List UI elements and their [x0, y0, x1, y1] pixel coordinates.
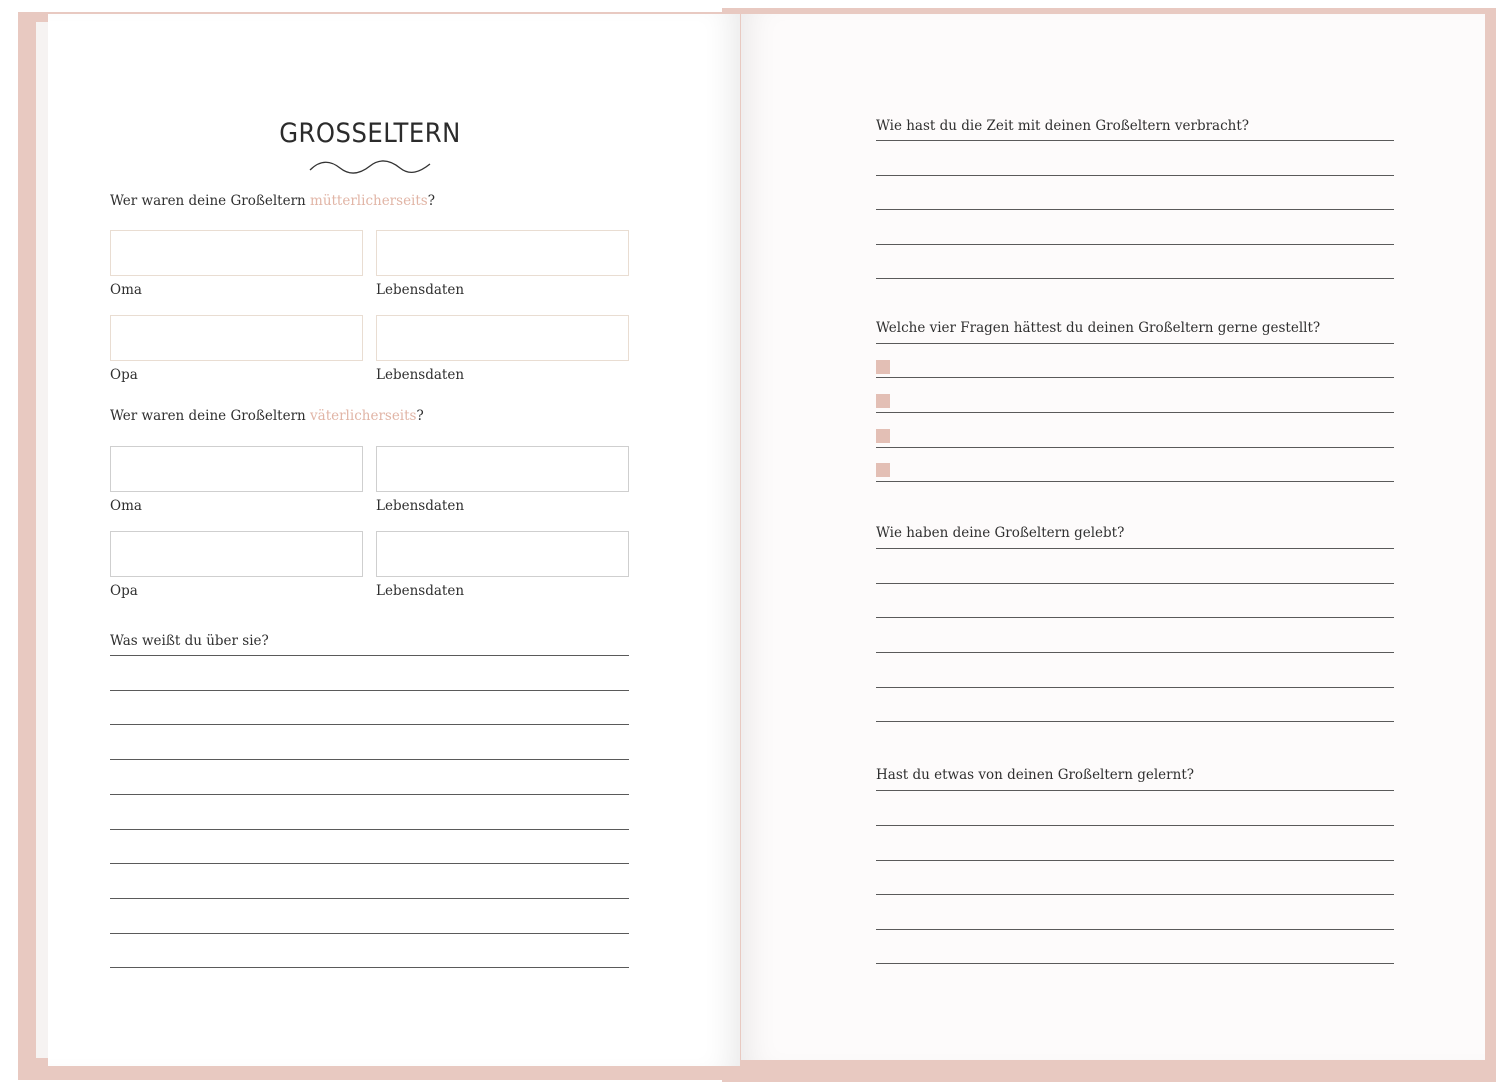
writing-line[interactable] — [110, 898, 629, 899]
square-bullet-icon — [876, 394, 890, 408]
wave-divider-icon — [308, 158, 432, 176]
writing-line[interactable] — [876, 860, 1394, 861]
four-questions-question: Welche vier Fragen hättest du deinen Großeltern gerne gestellt? — [876, 320, 1321, 336]
writing-line[interactable] — [876, 481, 1394, 482]
about-question: Was weißt du über sie? — [110, 633, 269, 649]
writing-line[interactable] — [876, 447, 1394, 448]
page-title: GROSSELTERN — [279, 118, 461, 149]
writing-line[interactable] — [110, 724, 629, 725]
maternal-oma-dates-label: Lebensdaten — [376, 282, 465, 298]
writing-line[interactable] — [876, 652, 1394, 653]
maternal-question-accent: mütterlicherseits — [310, 193, 428, 209]
paternal-opa-dates-field[interactable] — [376, 531, 629, 577]
maternal-oma-dates-field[interactable] — [376, 230, 629, 276]
writing-line[interactable] — [876, 278, 1394, 279]
writing-line[interactable] — [110, 655, 629, 656]
writing-line[interactable] — [876, 790, 1394, 791]
paternal-oma-dates-label: Lebensdaten — [376, 498, 465, 514]
writing-line[interactable] — [876, 825, 1394, 826]
writing-line[interactable] — [110, 794, 629, 795]
writing-line[interactable] — [876, 548, 1394, 549]
time-question: Wie hast du die Zeit mit deinen Großeltern verbracht? — [876, 118, 1250, 134]
maternal-opa-dates-label: Lebensdaten — [376, 367, 465, 383]
writing-line[interactable] — [876, 412, 1394, 413]
paternal-oma-name-field[interactable] — [110, 446, 363, 492]
maternal-opa-label: Opa — [110, 367, 138, 383]
maternal-question-text: Wer waren deine Großeltern — [110, 193, 311, 209]
square-bullet-icon — [876, 429, 890, 443]
writing-line[interactable] — [110, 967, 629, 968]
writing-line[interactable] — [876, 209, 1394, 210]
writing-line[interactable] — [110, 933, 629, 934]
writing-line[interactable] — [110, 863, 629, 864]
maternal-question — [110, 193, 435, 209]
writing-line[interactable] — [110, 690, 629, 691]
writing-line[interactable] — [876, 721, 1394, 722]
paternal-opa-label: Opa — [110, 583, 138, 599]
writing-line[interactable] — [876, 175, 1394, 176]
writing-line[interactable] — [876, 140, 1394, 141]
maternal-opa-name-field[interactable] — [110, 315, 363, 361]
writing-line[interactable] — [876, 377, 1394, 378]
writing-line[interactable] — [876, 963, 1394, 964]
maternal-oma-label: Oma — [110, 282, 142, 298]
maternal-question-mark: ? — [427, 193, 435, 209]
writing-line[interactable] — [110, 829, 629, 830]
writing-line[interactable] — [876, 894, 1394, 895]
paternal-opa-dates-label: Lebensdaten — [376, 583, 465, 599]
writing-line[interactable] — [876, 583, 1394, 584]
maternal-oma-name-field[interactable] — [110, 230, 363, 276]
paternal-question-mark: ? — [416, 408, 424, 424]
writing-line[interactable] — [110, 759, 629, 760]
paternal-oma-label: Oma — [110, 498, 142, 514]
paternal-oma-dates-field[interactable] — [376, 446, 629, 492]
writing-line[interactable] — [876, 244, 1394, 245]
maternal-opa-dates-field[interactable] — [376, 315, 629, 361]
square-bullet-icon — [876, 463, 890, 477]
paternal-question-text: Wer waren deine Großeltern — [110, 408, 311, 424]
lived-question: Wie haben deine Großeltern gelebt? — [876, 525, 1125, 541]
square-bullet-icon — [876, 360, 890, 374]
learned-question: Hast du etwas von deinen Großeltern gelernt? — [876, 767, 1194, 783]
writing-line[interactable] — [876, 929, 1394, 930]
writing-line[interactable] — [876, 687, 1394, 688]
paternal-opa-name-field[interactable] — [110, 531, 363, 577]
paternal-question-accent: väterlicherseits — [310, 408, 417, 424]
writing-line[interactable] — [876, 343, 1394, 344]
writing-line[interactable] — [876, 617, 1394, 618]
paternal-question — [110, 408, 424, 424]
